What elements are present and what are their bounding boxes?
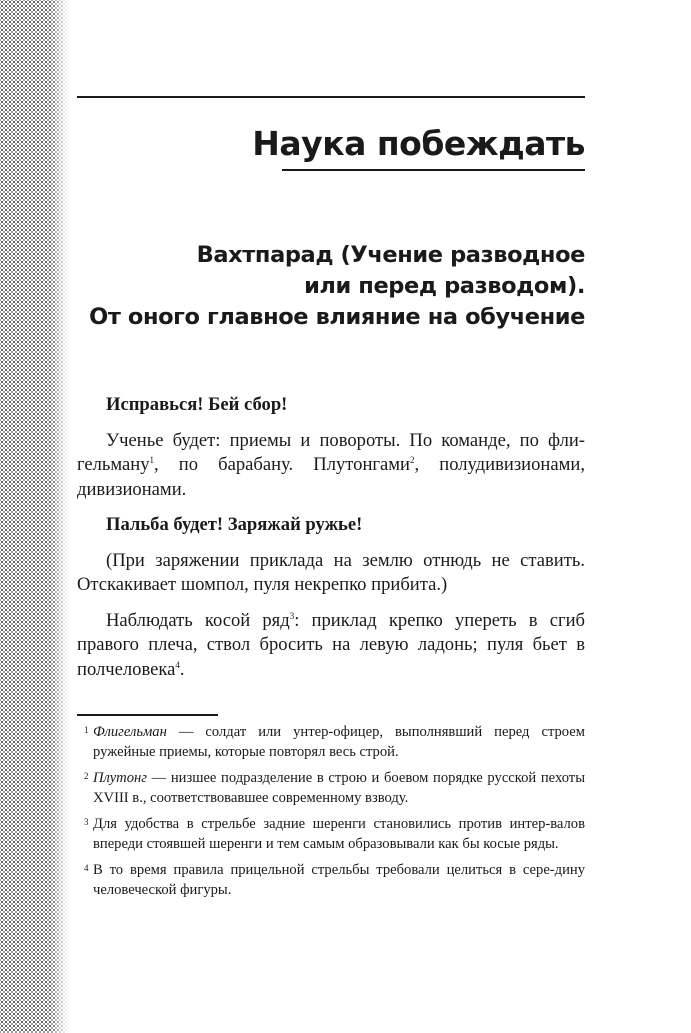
text-run: , по барабану. Плутонгами — [154, 454, 411, 475]
footnote — [77, 860, 585, 900]
footnote-ref[interactable]: 3 — [289, 610, 295, 621]
footnote-number: 2 — [84, 771, 89, 781]
footnote-ref[interactable]: 2 — [410, 455, 415, 465]
footnote-text: — солдат или унтер-офицер, выполнявший перед строем ружейные приемы, которые повторял весь строй. — [93, 724, 585, 760]
text-run: Наблюдать косой ряд — [106, 609, 290, 631]
footnote-text: Для удобства в стрельбе задние шеренги становились против интер-валов впереди стоявшей шеренги и тем самым образовывали как бы косые ряды. — [93, 816, 585, 852]
paragraph — [77, 609, 585, 683]
footnote-number: 4 — [84, 863, 89, 873]
halftone-edge-strip — [0, 0, 68, 1033]
section-heading-line: или перед разводом). — [304, 273, 585, 299]
footnote-ref[interactable]: 4 — [175, 659, 180, 670]
footnote — [77, 814, 585, 854]
section-heading-line: От оного главное влияние на обучение — [89, 304, 585, 330]
footnote — [77, 768, 585, 808]
footnote-rule — [77, 714, 218, 716]
page-title: Наука побеждать — [252, 124, 585, 163]
section-heading — [25, 240, 585, 333]
section-heading-line: Вахтпарад (Учение разводное — [196, 242, 585, 268]
text-run: Ученье будет: приемы и повороты. По команде, по фли-гельману — [77, 429, 585, 475]
footnote-text: В то время правила прицельной стрельбы требовали целиться в сере-дину человеческой фигуры. — [93, 862, 585, 898]
command-line: Исправься! Бей сбор! — [106, 394, 288, 415]
footnote-number: 3 — [84, 817, 89, 827]
paragraph — [77, 429, 585, 503]
text-run: , полудивизионами, дивизионами. — [77, 454, 585, 500]
paragraph — [77, 549, 585, 598]
body-text — [77, 393, 585, 693]
header-rule — [77, 96, 585, 98]
footnote-term: Плутонг — [93, 770, 147, 786]
text-run: . — [179, 658, 185, 680]
text-run: : приклад крепко упереть в сгиб правого плеча, ствол бросить на левую ладонь; пуля бьет в полчеловека — [77, 609, 585, 680]
text-run: (При заряжении приклада на землю отнюдь не ставить. Отскакивает шомпол, пуля некрепко прибита.) — [77, 549, 585, 595]
title-underline — [282, 169, 585, 171]
footnote-text: — низшее подразделение в строю и боевом порядке русской пехоты XVIII в., соответствовавшее современному взводу. — [93, 770, 585, 806]
footnotes — [77, 722, 585, 906]
command-line: Пальба будет! Заряжай ружье! — [106, 514, 363, 535]
footnote-number: 1 — [84, 725, 89, 735]
footnote — [77, 722, 585, 762]
footnote-ref[interactable]: 1 — [149, 455, 155, 465]
footnote-term: Флигельман — [93, 724, 167, 740]
